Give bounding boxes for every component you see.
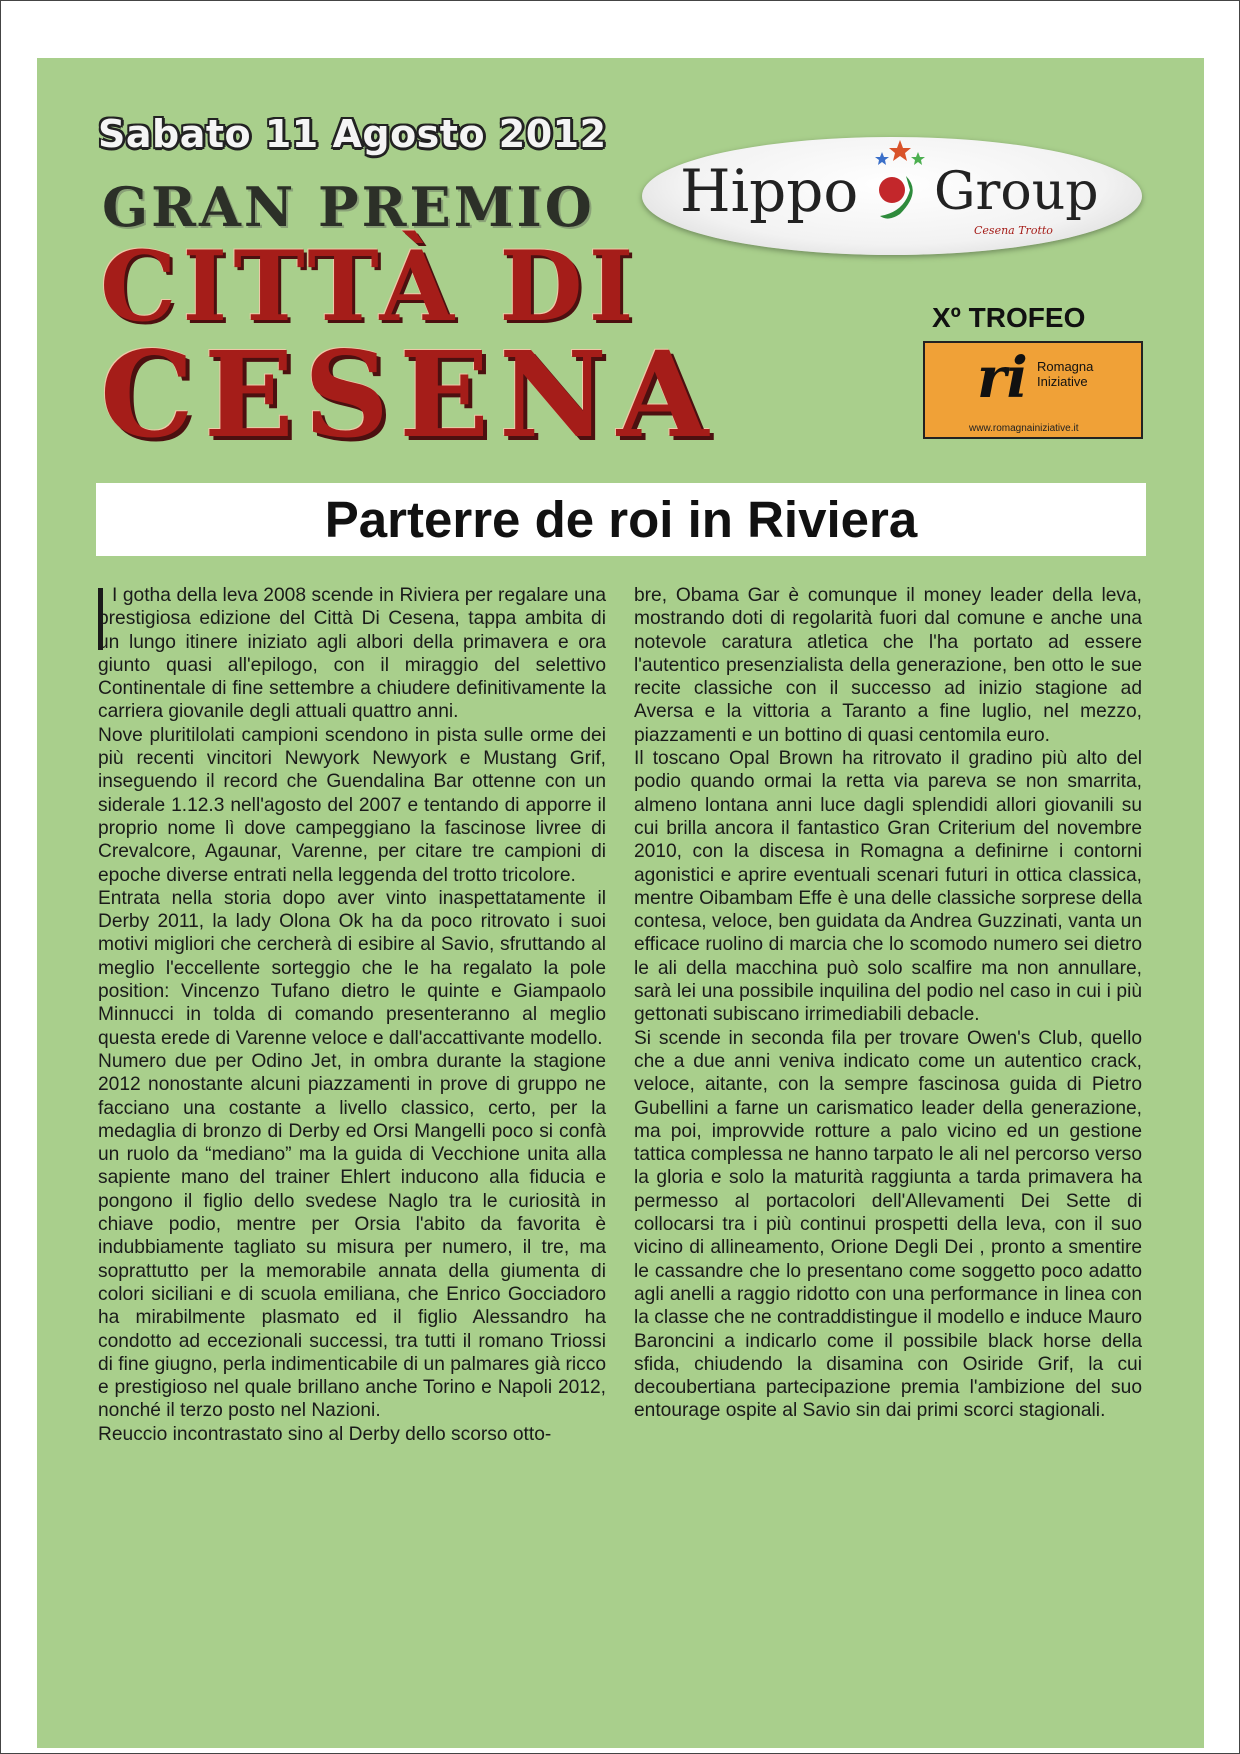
ri-logo-url: www.romagnainiziative.it: [969, 423, 1079, 434]
title-gran-premio: GRAN PREMIO: [102, 175, 595, 239]
ri-logo-name-2: Iniziative: [1037, 374, 1088, 389]
paragraph: bre, Obama Gar è comunque il money leader della leva, mostrando doti di regolarità fuori dal comune e anche una notevole caratura atletica che l'ha portato ad essere l'autentico presenzialista della generazione, ben otto le sue recite classiche con il successo ad inizio stagione ad Aversa e la vittoria a Taranto a fine luglio, nel mezzo, piazzamenti e un bottino di quasi centomila euro.: [634, 585, 1142, 746]
event-date: Sabato 11 Agosto 2012: [98, 112, 607, 156]
trofeo-label: Xº TROFEO: [932, 302, 1086, 333]
ri-logo-name: [1037, 359, 1093, 389]
logo-hippo-text: Hippo: [680, 157, 859, 225]
logo-group-text: Group: [934, 162, 1099, 222]
article-column-left: [98, 584, 606, 1446]
article-column-right: [634, 584, 1142, 1423]
ri-logo-letters: ri: [977, 345, 1028, 411]
paragraph: Nove pluritilolati campioni scendono in pista sulle orme dei più recenti vincitori Newyork Newyork e Mustang Grif, inseguendo il record che Guendalina Bar ottenne con un siderale 1.12.3 nell'agosto del 2007 e tentando di apporre il proprio nome lì dove campeggiano la fascinose livree di Crevalcore, Agaunar, Varenne, per citare tre campioni di epoche diverse entrati nella leggenda del trotto tricolore.: [98, 724, 606, 886]
headline-bar: [96, 483, 1146, 556]
romagna-iniziative-logo: [923, 341, 1143, 439]
logo-subtitle: Cesena Trotto: [974, 224, 1053, 237]
title-cesena: CESENA: [100, 325, 719, 464]
hippo-group-mark-icon: [860, 132, 940, 232]
paragraph: Si scende in seconda fila per trovare Owen's Club, quello che a due anni veniva indicato come un autentico crack, veloce, aitante, con la sempre fascinosa guida di Pietro Gubellini a farne un carismatico leader della generazione, ma poi, improvvide rotture a palo vicino ed un gestione tattica complessa ne hanno tarpato le ali nel percorso verso la gloria e solo la maturità raggiunta a tarda primavera ha permesso al portacolori dell'Allevamenti Dei Sette di collocarsi tra i più continui prospetti della leva, con il suo vicino di allineamento, Orione Degli Dei , pronto a smentire le cassandre che lo presentano come soggetto poco adatto agli anelli a raggio ridotto con una performance in linea con la classe che ne contraddistingue il modello e induce Mauro Baroncini a indicarlo come il possibile black horse della sfida, chiudendo la disamina con Osiride Grif, la cui decoubertiana partecipazione premia l'ambizione del suo entourage ospite al Savio sin dai primi scorci stagionali.: [634, 1027, 1142, 1422]
title-citta-di: CITTÀ DI: [100, 230, 640, 343]
paragraph: I gotha della leva 2008 scende in Riviera per regalare una prestigiosa edizione del Città Di Cesena, tappa ambita di un lungo itinere iniziato agli albori della primavera e ora giunto quasi all'epilogo, con il miraggio del selettivo Continentale di fine settembre a chiudere definitivamente la carriera giovanile degli attuali quattro anni.: [98, 585, 606, 723]
paragraph: Numero due per Odino Jet, in ombra durante la stagione 2012 nonostante alcuni piazzamenti in prove di gruppo ne facciano una costante a livello classico, certo, per la medaglia di bronzo di Derby ed Orsi Mangelli poco si confà un ruolo da “mediano” ma la guida di Vecchione unita alla sapiente mano del trainer Ehlert inducono alla fiducia e pongono il figlio dello svedese Naglo tra le curiosità in chiave podio, mentre per Orsia l'abito da favorita è indubbiamente tagliato su misura per numero, il tre, ma soprattutto per la memorabile annata della giumenta di colori siciliani e di scuola emiliana, che Enrico Gocciadoro ha mirabilmente plasmato ed il figlio Alessandro ha condotto ad eccezionali successi, tra tutti il romano Triossi di fine giugno, perla indimenticabile di un palmares già ricco e prestigioso nel quale brillano anche Torino e Napoli 2012, nonché il terzo posto nel Nazioni.: [98, 1050, 606, 1422]
paragraph: Il toscano Opal Brown ha ritrovato il gradino più alto del podio quando ormai la retta via pareva se non smarrita, almeno lontana anni luce dagli splendidi allori giovanili su cui brilla ancora il fantastico Gran Criterium del novembre 2010, con la discesa in Romagna a definirne i contorni agonistici e aprire eventuali scenari futuri in ottica classica, mentre Oibambam Effe è una delle classiche sorprese della contesa, veloce, ben guidata da Andrea Guzzinati, vanta un efficace ruolino di marcia che lo scomodo numero sei dietro le ali della macchina può solo scalfire ma non annullare, sarà lei una possibile inquilina del podio nel caso in cui i più gettonati subiscano irrimediabili debacle.: [634, 748, 1142, 1026]
ri-logo-name-1: Romagna: [1037, 359, 1094, 374]
paragraph: Entrata nella storia dopo aver vinto inaspettatamente il Derby 2011, la lady Olona Ok ha da poco ritrovato i suoi motivi migliori che cercherà di esibire al Savio, sfruttando al meglio l'eccellente sorteggio che le ha regalato la pole position: Vincenzo Tufano dietro le quinte e Giampaolo Minnucci in tolda di comando presenteranno al meglio questa erede di Varenne veloce e dall'accattivante modello.: [98, 887, 606, 1049]
headline: Parterre de roi in Riviera: [324, 491, 918, 548]
paragraph: Reuccio incontrastato sino al Derby dello scorso otto-: [98, 1423, 552, 1445]
